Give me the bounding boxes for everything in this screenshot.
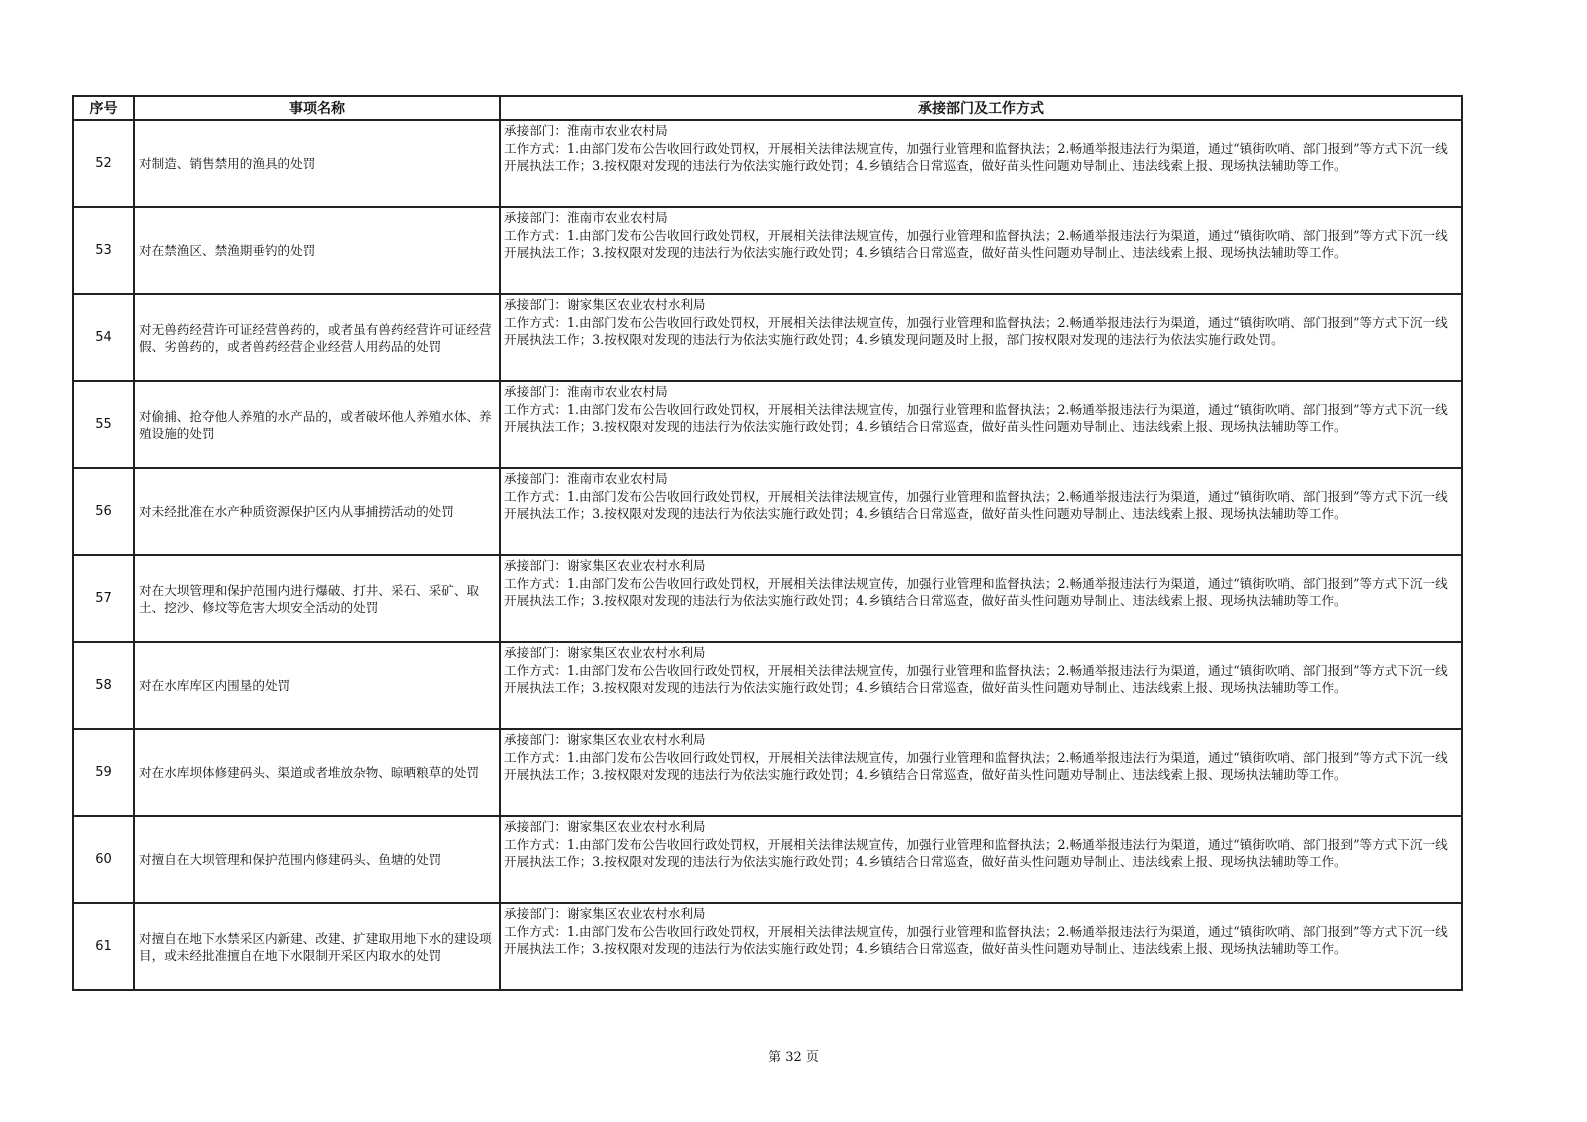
working-method: 工作方式：1.由部门发布公告收回行政处罚权，开展相关法律法规宣传，加强行业管理和监督执法；2.畅通举报违法行为渠道，通过“镇街吹哨、部门报到”等方式下沉一线开展执法工作；3.按权限对发现的违法行为依法实施行政处罚；4.乡镇结合日常巡查，做好苗头性问题劝导制止、违法线索上报、现场执法辅助等工作。 <box>504 662 1448 695</box>
department-method-cell <box>500 381 1462 468</box>
table-row <box>73 294 1462 381</box>
matter-name-cell: 对偷捕、抢夺他人养殖的水产品的，或者破坏他人养殖水体、养殖设施的处罚 <box>134 381 500 468</box>
receiving-department: 承接部门：谢家集区农业农村水利局 <box>504 906 706 921</box>
department-method-cell <box>500 816 1462 903</box>
serial-number-cell: 55 <box>73 381 134 468</box>
page-number: 第 32 页 <box>768 1050 819 1065</box>
matter-name-cell: 对无兽药经营许可证经营兽药的，或者虽有兽药经营许可证经营假、劣兽药的，或者兽药经营企业经营人用药品的处罚 <box>134 294 500 381</box>
table-header-row <box>73 96 1462 120</box>
working-method: 工作方式：1.由部门发布公告收回行政处罚权，开展相关法律法规宣传，加强行业管理和监督执法；2.畅通举报违法行为渠道，通过“镇街吹哨、部门报到”等方式下沉一线开展执法工作；3.按权限对发现的违法行为依法实施行政处罚；4.乡镇结合日常巡查，做好苗头性问题劝导制止、违法线索上报、现场执法辅助等工作。 <box>504 227 1448 260</box>
table-row <box>73 207 1462 294</box>
serial-number-cell: 56 <box>73 468 134 555</box>
table-body <box>73 120 1462 990</box>
department-method-cell <box>500 729 1462 816</box>
department-method-cell <box>500 555 1462 642</box>
table-row <box>73 729 1462 816</box>
working-method: 工作方式：1.由部门发布公告收回行政处罚权，开展相关法律法规宣传，加强行业管理和监督执法；2.畅通举报违法行为渠道，通过“镇街吹哨、部门报到”等方式下沉一线开展执法工作；3.按权限对发现的违法行为依法实施行政处罚；4.乡镇结合日常巡查，做好苗头性问题劝导制止、违法线索上报、现场执法辅助等工作。 <box>504 488 1448 521</box>
serial-number-cell: 57 <box>73 555 134 642</box>
table-row <box>73 642 1462 729</box>
department-method-cell <box>500 120 1462 207</box>
working-method: 工作方式：1.由部门发布公告收回行政处罚权，开展相关法律法规宣传，加强行业管理和监督执法；2.畅通举报违法行为渠道，通过“镇街吹哨、部门报到”等方式下沉一线开展执法工作；3.按权限对发现的违法行为依法实施行政处罚；4.乡镇发现问题及时上报，部门按权限对发现的违法行为依法实施行政处罚。 <box>504 314 1448 347</box>
working-method: 工作方式：1.由部门发布公告收回行政处罚权，开展相关法律法规宣传，加强行业管理和监督执法；2.畅通举报违法行为渠道，通过“镇街吹哨、部门报到”等方式下沉一线开展执法工作；3.按权限对发现的违法行为依法实施行政处罚；4.乡镇结合日常巡查，做好苗头性问题劝导制止、违法线索上报、现场执法辅助等工作。 <box>504 749 1448 782</box>
matter-name-cell: 对擅自在大坝管理和保护范围内修建码头、鱼塘的处罚 <box>134 816 500 903</box>
working-method: 工作方式：1.由部门发布公告收回行政处罚权，开展相关法律法规宣传，加强行业管理和监督执法；2.畅通举报违法行为渠道，通过“镇街吹哨、部门报到”等方式下沉一线开展执法工作；3.按权限对发现的违法行为依法实施行政处罚；4.乡镇结合日常巡查，做好苗头性问题劝导制止、违法线索上报、现场执法辅助等工作。 <box>504 401 1448 434</box>
receiving-department: 承接部门：谢家集区农业农村水利局 <box>504 558 706 573</box>
working-method: 工作方式：1.由部门发布公告收回行政处罚权，开展相关法律法规宣传，加强行业管理和监督执法；2.畅通举报违法行为渠道，通过“镇街吹哨、部门报到”等方式下沉一线开展执法工作；3.按权限对发现的违法行为依法实施行政处罚；4.乡镇结合日常巡查，做好苗头性问题劝导制止、违法线索上报、现场执法辅助等工作。 <box>504 836 1448 869</box>
serial-number-cell: 52 <box>73 120 134 207</box>
working-method: 工作方式：1.由部门发布公告收回行政处罚权，开展相关法律法规宣传，加强行业管理和监督执法；2.畅通举报违法行为渠道，通过“镇街吹哨、部门报到”等方式下沉一线开展执法工作；3.按权限对发现的违法行为依法实施行政处罚；4.乡镇结合日常巡查，做好苗头性问题劝导制止、违法线索上报、现场执法辅助等工作。 <box>504 575 1448 608</box>
serial-number-cell: 54 <box>73 294 134 381</box>
header-serial-number: 序号 <box>73 96 134 120</box>
receiving-department: 承接部门：淮南市农业农村局 <box>504 384 668 399</box>
table-row <box>73 381 1462 468</box>
table-row <box>73 468 1462 555</box>
table-row <box>73 816 1462 903</box>
serial-number-cell: 60 <box>73 816 134 903</box>
serial-number-cell: 61 <box>73 903 134 990</box>
working-method: 工作方式：1.由部门发布公告收回行政处罚权，开展相关法律法规宣传，加强行业管理和监督执法；2.畅通举报违法行为渠道，通过“镇街吹哨、部门报到”等方式下沉一线开展执法工作；3.按权限对发现的违法行为依法实施行政处罚；4.乡镇结合日常巡查，做好苗头性问题劝导制止、违法线索上报、现场执法辅助等工作。 <box>504 140 1448 173</box>
receiving-department: 承接部门：淮南市农业农村局 <box>504 210 668 225</box>
matter-name-cell: 对在水库库区内围垦的处罚 <box>134 642 500 729</box>
matter-name-cell: 对在水库坝体修建码头、渠道或者堆放杂物、晾晒粮草的处罚 <box>134 729 500 816</box>
receiving-department: 承接部门：淮南市农业农村局 <box>504 123 668 138</box>
receiving-department: 承接部门：谢家集区农业农村水利局 <box>504 297 706 312</box>
table-row <box>73 555 1462 642</box>
matters-table <box>72 95 1463 991</box>
receiving-department: 承接部门：谢家集区农业农村水利局 <box>504 645 706 660</box>
department-method-cell <box>500 207 1462 294</box>
department-method-cell <box>500 468 1462 555</box>
matter-name-cell: 对制造、销售禁用的渔具的处罚 <box>134 120 500 207</box>
department-method-cell <box>500 642 1462 729</box>
department-method-cell <box>500 294 1462 381</box>
header-department-and-method: 承接部门及工作方式 <box>500 96 1462 120</box>
receiving-department: 承接部门：淮南市农业农村局 <box>504 471 668 486</box>
serial-number-cell: 58 <box>73 642 134 729</box>
department-method-cell <box>500 903 1462 990</box>
serial-number-cell: 59 <box>73 729 134 816</box>
matter-name-cell: 对在禁渔区、禁渔期垂钓的处罚 <box>134 207 500 294</box>
working-method: 工作方式：1.由部门发布公告收回行政处罚权，开展相关法律法规宣传，加强行业管理和监督执法；2.畅通举报违法行为渠道，通过“镇街吹哨、部门报到”等方式下沉一线开展执法工作；3.按权限对发现的违法行为依法实施行政处罚；4.乡镇结合日常巡查，做好苗头性问题劝导制止、违法线索上报、现场执法辅助等工作。 <box>504 923 1448 956</box>
matter-name-cell: 对擅自在地下水禁采区内新建、改建、扩建取用地下水的建设项目，或未经批准擅自在地下水限制开采区内取水的处罚 <box>134 903 500 990</box>
header-matter-name: 事项名称 <box>134 96 500 120</box>
receiving-department: 承接部门：谢家集区农业农村水利局 <box>504 732 706 747</box>
receiving-department: 承接部门：谢家集区农业农村水利局 <box>504 819 706 834</box>
matter-name-cell: 对未经批准在水产种质资源保护区内从事捕捞活动的处罚 <box>134 468 500 555</box>
serial-number-cell: 53 <box>73 207 134 294</box>
table-row <box>73 903 1462 990</box>
table-row <box>73 120 1462 207</box>
matter-name-cell: 对在大坝管理和保护范围内进行爆破、打井、采石、采矿、取土、挖沙、修坟等危害大坝安全活动的处罚 <box>134 555 500 642</box>
